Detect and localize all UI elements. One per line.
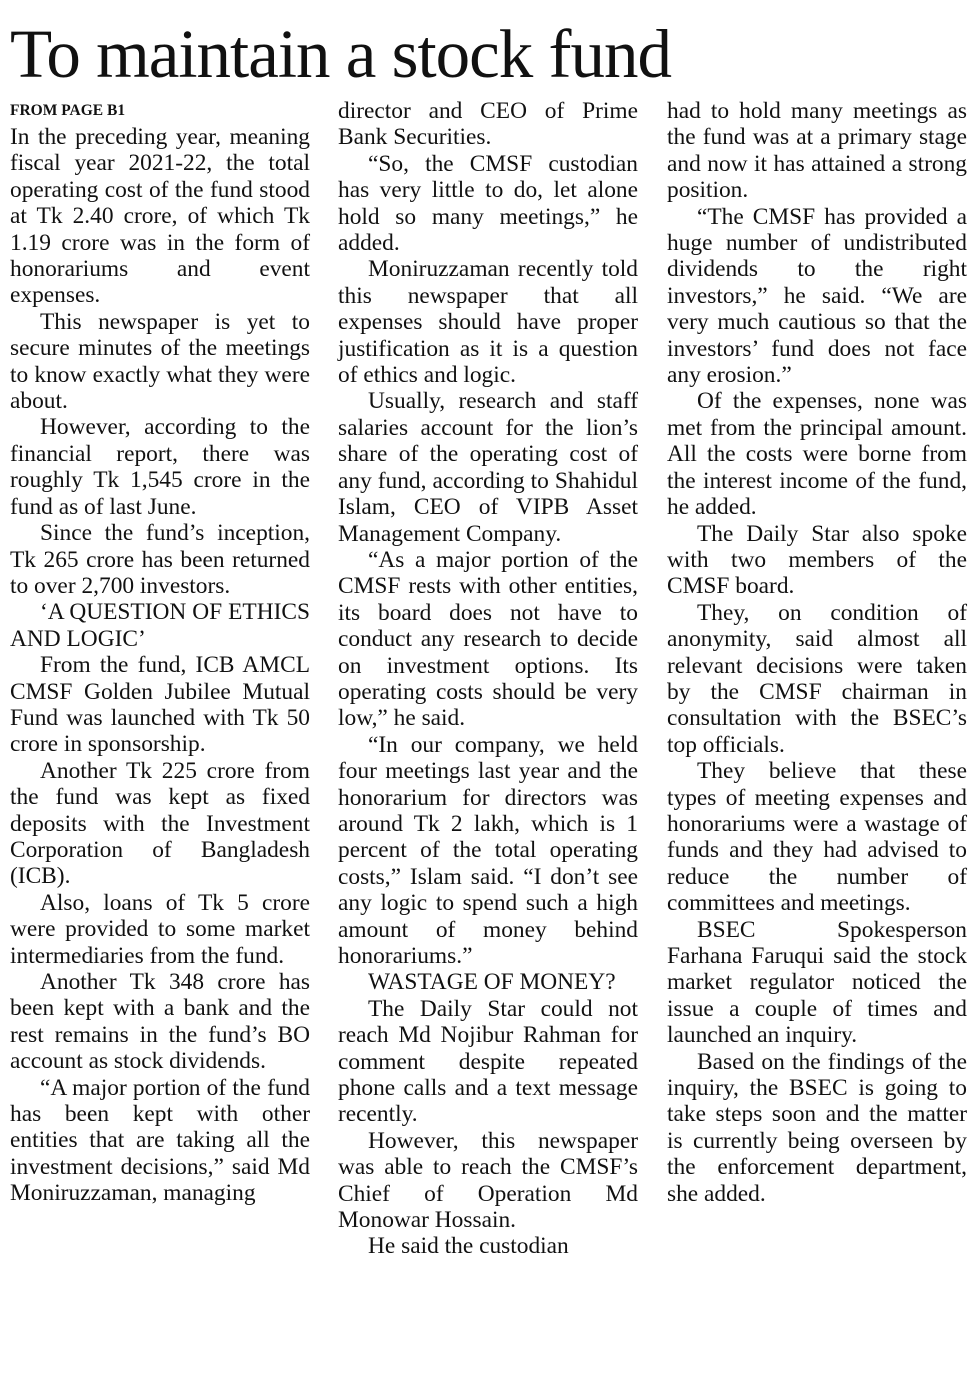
subheading: WASTAGE OF MONEY?	[368, 969, 616, 996]
paragraph: “As a major portion of the CMSF rests with other entities, its board does not have to conduct any research to decide on investment options. Its operating costs should be very low,” he said.	[338, 546, 638, 732]
from-page-kicker: FROM PAGE B1	[10, 102, 126, 119]
paragraph: Based on the findings of the inquiry, the BSEC is going to take steps soon and the matter is currently being overseen by the enforcement department, she added.	[667, 1048, 967, 1207]
paragraph: They, on condition of anonymity, said almost all relevant decisions were taken by the CMSF chairman in consultation with the BSEC’s top officials.	[667, 599, 967, 758]
paragraph: Moniruzzaman recently told this newspaper that all expenses should have proper justification as it is a question of ethics and logic.	[338, 256, 638, 389]
paragraph: However, this newspaper was able to reach the CMSF’s Chief of Operation Md Monowar Hossain.	[338, 1127, 638, 1234]
paragraph: Since the fund’s inception, Tk 265 crore has been returned to over 2,700 investors.	[10, 520, 310, 599]
headline: To maintain a stock fund	[10, 16, 672, 92]
paragraph: Another Tk 348 crore has been kept with a bank and the rest remains in the fund’s BO account as stock dividends.	[10, 969, 310, 1075]
paragraph: Also, loans of Tk 5 crore were provided to some market intermediaries from the fund.	[10, 889, 310, 969]
paragraph: They believe that these types of meeting expenses and honorariums were a wastage of funds and they had advised to reduce the number of committees and meetings.	[667, 758, 967, 917]
column-2	[338, 98, 638, 1260]
column-3	[667, 98, 967, 1207]
paragraph: The Daily Star could not reach Md Nojibur Rahman for comment despite repeated phone calls and a text message recently.	[338, 995, 638, 1128]
paragraph: director and CEO of Prime Bank Securities.	[338, 98, 638, 151]
paragraph: “So, the CMSF custodian has very little to do, let alone hold so many meetings,” he added.	[338, 150, 638, 257]
paragraph: He said the custodian	[368, 1233, 569, 1260]
paragraph: In the preceding year, meaning fiscal year 2021-22, the total operating cost of the fund stood at Tk 2.40 crore, of which Tk 1.19 crore was in the form of honorariums and event expenses.	[10, 124, 310, 309]
paragraph: “In our company, we held four meetings last year and the honorarium for directors was around Tk 2 lakh, which is 1 percent of the total operating costs,” Islam said. “I don’t see any logic to spend such a high amount of money behind honorariums.”	[338, 731, 638, 969]
paragraph: BSEC Spokesperson Farhana Faruqui said the stock market regulator noticed the issue a couple of times and launched an inquiry.	[667, 916, 967, 1049]
paragraph: “A major portion of the fund has been kept with other entities that are taking all the investment decisions,” said Md Moniruzzaman, managing	[10, 1074, 310, 1207]
paragraph: Usually, research and staff salaries account for the lion’s share of the operating cost of any fund, according to Shahidul Islam, CEO of VIPB Asset Management Company.	[338, 388, 638, 547]
paragraph: Of the expenses, none was met from the principal amount. All the costs were borne from the interest income of the fund, he added.	[667, 388, 967, 521]
column-1	[10, 98, 310, 1207]
paragraph: However, according to the financial report, there was roughly Tk 1,545 crore in the fund as of last June.	[10, 414, 310, 520]
paragraph: had to hold many meetings as the fund was at a primary stage and now it has attained a strong position.	[667, 98, 967, 204]
subheading: ‘A QUESTION OF ETHICS AND LOGIC’	[10, 599, 310, 652]
paragraph: From the fund, ICB AMCL CMSF Golden Jubilee Mutual Fund was launched with Tk 50 crore in sponsorship.	[10, 652, 310, 758]
paragraph: Another Tk 225 crore from the fund was kept as fixed deposits with the Investment Corporation of Bangladesh (ICB).	[10, 757, 310, 890]
paragraph: The Daily Star also spoke with two members of the CMSF board.	[667, 520, 967, 600]
paragraph: This newspaper is yet to secure minutes of the meetings to know exactly what they were about.	[10, 308, 310, 415]
paragraph: “The CMSF has provided a huge number of undistributed dividends to the right investors,” he said. “We are very much cautious so that the investors’ fund does not face any erosion.”	[667, 203, 967, 389]
